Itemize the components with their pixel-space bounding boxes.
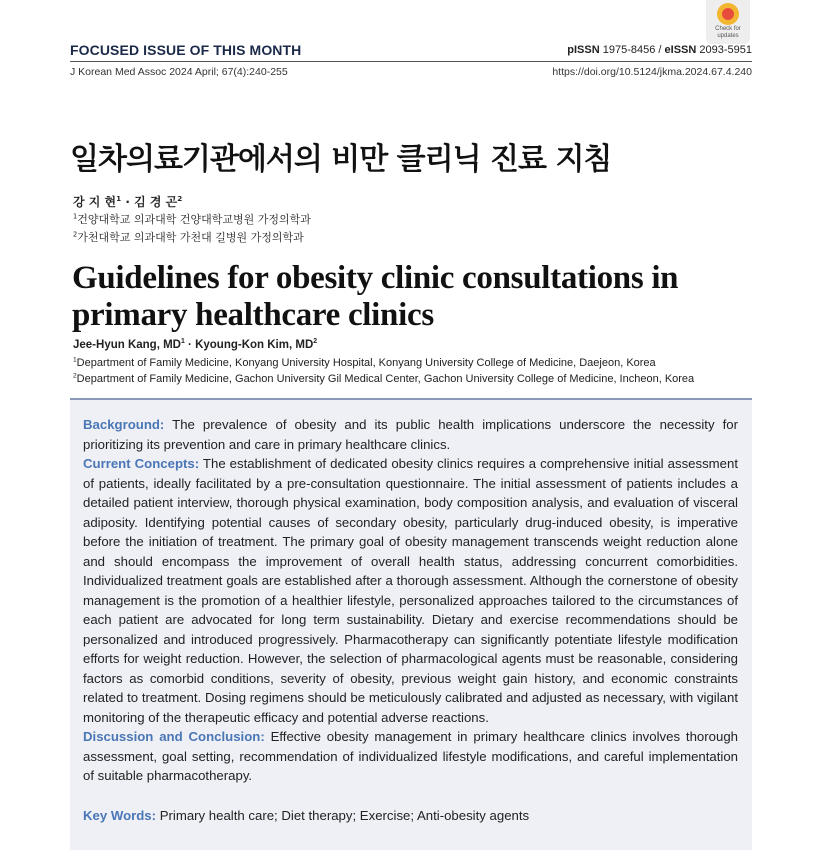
- korean-author-separator: ·: [121, 195, 135, 209]
- korean-aff-1-num: 1: [73, 212, 78, 221]
- abstract-body: [83, 415, 738, 786]
- korean-author-2: 김 경 곤: [134, 195, 178, 209]
- abstract-background: [83, 415, 738, 454]
- english-author-1: Jee-Hyun Kang, MD: [73, 339, 181, 351]
- english-author-2: Kyoung-Kon Kim, MD: [195, 339, 314, 351]
- eissn-value: 2093-5951: [699, 44, 752, 56]
- english-affiliation-2: [73, 373, 694, 385]
- korean-authors: [73, 193, 182, 210]
- section-label: FOCUSED ISSUE OF THIS MONTH: [70, 42, 302, 58]
- discussion-text: Effective obesity management in primary healthcare clinics involves thorough assessment, goal setting, recommendation of individualized lifestyle modifications, and careful implementation of suitable pharmacotherapy.: [83, 729, 738, 783]
- abstract-discussion: [83, 727, 738, 786]
- english-title-line-1: Guidelines for obesity clinic consultations in: [72, 260, 679, 296]
- korean-aff-1-text: 건양대학교 의과대학 건양대학교병원 가정의학과: [77, 213, 311, 226]
- current-concepts-heading: Current Concepts:: [83, 456, 200, 471]
- keywords-heading: Key Words:: [83, 808, 157, 823]
- check-updates-line2: updates: [717, 32, 739, 39]
- keywords-text: Primary health care; Diet therapy; Exercise; Anti-obesity agents: [156, 808, 530, 823]
- korean-author-2-sup: 2: [177, 194, 183, 203]
- issn-info: pISSN 1975-8456 / eISSN 2093-5951: [567, 44, 752, 56]
- english-author-2-sup: 2: [313, 338, 318, 346]
- check-for-updates-badge[interactable]: [706, 0, 750, 44]
- english-author-1-sup: 1: [181, 338, 185, 346]
- abstract-current-concepts: [83, 454, 738, 727]
- english-aff-2-num: 2: [73, 372, 77, 380]
- doi-link[interactable]: https://doi.org/10.5124/jkma.2024.67.4.240: [552, 66, 752, 78]
- check-updates-line1: Check for: [715, 26, 741, 32]
- journal-citation: J Korean Med Assoc 2024 April; 67(4):240-255: [70, 66, 288, 78]
- background-text: The prevalence of obesity and its public health implications underscore the necessity for prioritizing its prevention and care in primary healthcare clinics.: [83, 417, 738, 452]
- korean-aff-2-num: 2: [73, 230, 78, 239]
- background-heading: Background:: [83, 417, 165, 432]
- keywords: [83, 808, 529, 823]
- english-title-line-2: primary healthcare clinics: [72, 297, 434, 333]
- korean-author-1-sup: 1: [116, 194, 122, 203]
- eissn-label: eISSN: [664, 44, 697, 56]
- korean-author-1: 강 지 현: [73, 195, 117, 209]
- journal-header: [70, 42, 752, 62]
- korean-affiliation-2: [73, 229, 304, 245]
- korean-aff-2-text: 가천대학교 의과대학 가천대 길병원 가정의학과: [77, 231, 304, 244]
- pissn-value: 1975-8456: [602, 44, 656, 56]
- english-authors: [73, 339, 317, 351]
- korean-title: 일차의료기관에서의 비만 클리닉 진료 지침: [70, 142, 612, 177]
- english-affiliation-1: [73, 357, 656, 369]
- english-aff-1-text: Department of Family Medicine, Konyang University Hospital, Konyang University College of Medicine, Daejeon, Korea: [76, 357, 656, 369]
- pissn-label: pISSN: [567, 44, 600, 56]
- discussion-heading: Discussion and Conclusion:: [83, 729, 265, 744]
- english-aff-1-num: 1: [73, 356, 77, 364]
- english-aff-2-text: Department of Family Medicine, Gachon University Gil Medical Center, Gachon University College of Medicine, Incheon, Korea: [76, 373, 695, 385]
- check-updates-icon: [717, 3, 739, 25]
- abstract-box: [70, 398, 752, 850]
- header-divider: [70, 61, 752, 62]
- english-title: [72, 260, 772, 334]
- check-updates-label: [706, 26, 750, 39]
- english-author-separator: ·: [184, 339, 196, 351]
- korean-affiliation-1: [73, 211, 311, 227]
- current-concepts-text: The establishment of dedicated obesity clinics requires a comprehensive initial assessment of patients, ideally facilitated by a pre-consultation questionnaire. The initial assessment of patients includes a detailed patient interview, thorough physical examination, body composition analysis, and evaluation of visceral adiposity. Identifying potential causes of secondary obesity, particularly drug-induced obesity, is imperative before the initiation of treatment. The primary goal of obesity management transcends weight reduction alone and should encompass the improvement of overall health status, addressing concurrent comorbidities. Individualized treatment goals are established after a thorough assessment. Although the cornerstone of obesity management is the promotion of a healthier lifestyle, personalized approaches tailored to the circumstances of each patient are advocated for long term sustainability. Dietary and exercise recommendations should be personalized and introduced progressively. Pharmacotherapy can significantly potentiate lifestyle modification efforts for weight reduction. However, the selection of pharmacological agents must be reasonable, considering factors as comorbid conditions, severity of obesity, previous weight gain history, and economic constraints related to treatment. Dosing regimens should be meticulously calibrated and adjusted as necessary, with vigilant monitoring of the therapeutic efficacy and potential adverse reactions.: [83, 456, 739, 725]
